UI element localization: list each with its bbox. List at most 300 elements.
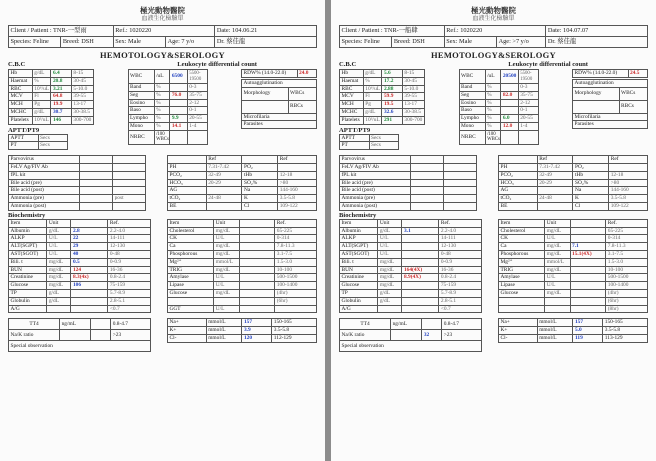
morph-microfilaria: Microfilaria (573, 113, 648, 121)
test-value: 14.1 (170, 122, 187, 130)
nak-value (91, 330, 111, 341)
bio-row (499, 289, 648, 297)
electro-ref: 112-129 (272, 334, 317, 342)
sero-row (340, 156, 477, 164)
test-ref: 14-111 (108, 235, 151, 243)
test-ref: 300-700 (71, 116, 93, 124)
test-name: RBC (340, 85, 364, 93)
test-value: 5.6 (382, 70, 402, 78)
electro-name: Na+ (168, 319, 207, 327)
bio-row (9, 274, 151, 282)
test-ref: 0-314 (275, 235, 317, 243)
gas-ref-head-2: Ref (609, 156, 648, 164)
bio-row (340, 266, 482, 274)
gas-row (499, 202, 648, 210)
test-unit: mg/dL (378, 266, 402, 274)
sero-note (113, 163, 146, 171)
bio-row (340, 258, 482, 266)
wbc-name: WBC (128, 70, 154, 84)
client-field: Client / Patient : TNR-一船肆 (340, 26, 445, 37)
nak-value: 32 (422, 330, 442, 341)
tt4-unit: ng/mL (60, 319, 91, 330)
test-ref: 3.1-7.5 (275, 250, 317, 258)
test-name: Lipase (168, 282, 214, 290)
gas-ref: 7.31-7.42 (206, 163, 242, 171)
test-ref: <0.7 (439, 305, 482, 313)
test-ref: 12-130 (108, 243, 151, 251)
test-name: Hb (9, 70, 33, 78)
rdw-table (572, 69, 648, 78)
tt4-ref: 0.8-4.7 (442, 319, 482, 330)
test-name: Globulin (9, 297, 47, 305)
test-unit: mg/dL (47, 266, 71, 274)
cbc-row (340, 70, 425, 78)
bio-row (9, 289, 151, 297)
test-name: ALKP (340, 235, 378, 243)
test-name: Phosphorous (499, 250, 545, 258)
electro-ref: 3.5-5.8 (603, 327, 648, 335)
test-ref: 30-38.5 (71, 108, 93, 116)
bio-row (340, 305, 482, 313)
test-unit: U/L (47, 243, 71, 251)
electrolyte-table (498, 318, 648, 342)
morph-parasites: Parasites (242, 121, 317, 129)
electro-name: Na+ (499, 319, 538, 327)
bio-row (340, 274, 482, 282)
test-name: Glucose (499, 289, 545, 297)
bio-row (340, 227, 482, 235)
test-unit: mg/dL (47, 274, 71, 282)
electro-row (499, 327, 648, 335)
gas-ref (537, 202, 573, 210)
sero-note (444, 195, 477, 203)
cbc-row (340, 116, 425, 124)
test-unit: % (154, 115, 170, 123)
section-heading: HEMOTOLOGY&SEROLOGY (99, 50, 226, 60)
test-ref: 2.2-4.0 (108, 227, 151, 235)
gas-param-2: Na (573, 187, 609, 195)
test-ref: 35-75 (518, 91, 538, 99)
test-name: Creatinine (9, 274, 47, 282)
test-unit: % (485, 122, 501, 130)
test-value: 19.9 (51, 101, 71, 109)
test-name: ALKP (9, 235, 47, 243)
test-unit: mg/dL (214, 266, 239, 274)
tt4-unit: ng/mL (391, 319, 422, 330)
test-unit: mg/dL (214, 250, 239, 258)
test-ref: 5.7-8.9 (439, 289, 482, 297)
electro-value: 157 (573, 319, 603, 327)
sero-name: fPL kit (9, 171, 80, 179)
test-name: Platelets (340, 116, 364, 124)
test-unit: mg/dL (214, 289, 239, 297)
bio-row (168, 282, 317, 290)
test-unit: mg/dL (378, 282, 402, 290)
section-heading: HEMOTOLOGY&SEROLOGY (430, 50, 557, 60)
test-ref: 10-100 (606, 266, 648, 274)
wbc-value: 6500 (170, 70, 187, 84)
gas-ref (206, 187, 242, 195)
test-name: Phosphorous (168, 250, 214, 258)
test-value (402, 250, 439, 258)
rdw-value: 24.0 (297, 70, 317, 78)
test-unit: % (154, 99, 170, 107)
bio-row (168, 235, 317, 243)
age-field: Age: >7 y/o (497, 37, 546, 48)
test-ref: 0-48 (439, 250, 482, 258)
aptt-table (8, 134, 68, 151)
cbc-row (9, 70, 94, 78)
age-field: Age: 7 y/o (166, 37, 215, 48)
test-value: 0.5 (71, 258, 108, 266)
test-name (499, 297, 545, 305)
sero-name: Ammonia (post) (9, 202, 80, 210)
test-name: ALT(SGPT) (340, 243, 378, 251)
bio-row (168, 243, 317, 251)
test-value (402, 282, 439, 290)
test-value (239, 274, 275, 282)
test-unit: % (485, 99, 501, 107)
test-value: 20.8 (51, 77, 71, 85)
leuko-row (459, 84, 538, 92)
test-unit: Pg (32, 101, 51, 109)
gas-ref-2: 144-160 (609, 187, 648, 195)
bio-row (340, 250, 482, 258)
electro-unit: mmol/L (206, 319, 242, 327)
nak-name: Na/K ratio (9, 330, 60, 341)
electro-ref: 150-165 (603, 319, 648, 327)
special-observation: Special observation (9, 341, 151, 352)
test-unit: % (485, 115, 501, 123)
sero-value (80, 179, 113, 187)
biochem-table-left (8, 219, 151, 314)
gas-ref (537, 187, 573, 195)
test-name: Baso (128, 107, 154, 115)
test-ref: 0-48 (108, 250, 151, 258)
test-unit: 10⁶/uL (365, 85, 381, 92)
test-ref: 16-36 (108, 266, 151, 274)
test-unit: mg/dL (214, 227, 239, 235)
test-name: Glucose (168, 289, 214, 297)
bio-row (168, 250, 317, 258)
nak-ref: >23 (111, 330, 151, 341)
bio-row (168, 227, 317, 235)
client-field: Client / Patient : TNR-一型雨 (9, 26, 114, 37)
gas-ref: 7.31-7.42 (537, 163, 573, 171)
wbc-value: 20500 (501, 70, 518, 84)
sero-value (411, 156, 444, 164)
sero-name: Bile acid (pre) (9, 179, 80, 187)
test-ref: 12-130 (439, 243, 482, 251)
test-unit: % (154, 107, 170, 115)
leuko-row (128, 99, 207, 107)
gas-ref: 20-29 (206, 179, 242, 187)
tt4-table (8, 318, 151, 352)
gas-param: tCO₂ (168, 195, 207, 203)
test-value (71, 289, 108, 297)
test-value: 32.6 (382, 108, 402, 116)
test-value (570, 266, 606, 274)
test-name: CK (499, 235, 545, 243)
bio-row (499, 266, 648, 274)
leuko-row (459, 107, 538, 115)
test-name: CK (168, 235, 214, 243)
test-unit: mg/dL (545, 289, 570, 297)
sero-value (411, 163, 444, 171)
hospital-name: 極光動物醫院 (140, 6, 185, 15)
leuko-row (128, 107, 207, 115)
test-unit: % (154, 122, 170, 130)
sero-name: fPL kit (340, 171, 411, 179)
test-name: BUN (340, 266, 378, 274)
test-value (570, 258, 606, 266)
test-ref: 0-1 (518, 107, 538, 115)
test-unit (545, 297, 570, 305)
test-unit: mg/dL (378, 258, 402, 266)
test-value (239, 235, 275, 243)
bio-row (168, 274, 317, 282)
test-value: 106 (71, 282, 108, 290)
test-ref: 2.2-4.0 (439, 227, 482, 235)
test-unit: g/dL (47, 297, 71, 305)
test-value (239, 297, 275, 305)
bio-row (340, 235, 482, 243)
electro-name: Cl- (499, 334, 538, 342)
electro-row (168, 334, 317, 342)
sero-name: Parvovirus (340, 156, 411, 164)
test-value (71, 305, 108, 313)
test-value (570, 235, 606, 243)
test-value (501, 107, 518, 115)
sero-value (411, 179, 444, 187)
test-unit: g/dL (378, 297, 402, 305)
test-unit: mg/dL (378, 274, 402, 282)
test-ref: (6hr) (275, 297, 317, 305)
test-ref: 2-12 (518, 99, 538, 107)
gas-param: PH (168, 163, 207, 171)
wbc-ref-1: 5500- (520, 70, 532, 76)
morph-morphology: Morphology (242, 87, 289, 100)
bio-row (340, 282, 482, 290)
gas-ref-2: 3.5-5.8 (609, 195, 648, 203)
test-ref: 20-55 (518, 115, 538, 123)
leuko-row (459, 122, 538, 130)
electro-name: Cl- (168, 334, 207, 342)
gas-ref: 24-48 (206, 195, 242, 203)
test-ref: 0.8-2.4 (108, 274, 151, 282)
tt4-name: TT4 (340, 319, 391, 330)
bio-row (168, 305, 317, 313)
leuko-row (128, 91, 207, 99)
cbc-table (8, 69, 94, 125)
cbc-row (340, 108, 425, 116)
test-value: 30.7 (51, 108, 71, 116)
bio-row (168, 297, 317, 305)
tt4-ref: 0.8-4.7 (111, 319, 151, 330)
bio-row (499, 305, 648, 313)
electro-row (499, 319, 648, 327)
test-value (239, 243, 275, 251)
gas-ref: 24-48 (537, 195, 573, 203)
test-ref: 5.7-8.9 (108, 289, 151, 297)
bio-row (9, 282, 151, 290)
bio-row (9, 305, 151, 313)
bio-item-head: Item (9, 219, 47, 227)
test-ref: 2.8-5.1 (108, 297, 151, 305)
sero-row (9, 179, 146, 187)
sero-value (80, 171, 113, 179)
test-unit: U/L (214, 282, 239, 290)
date-field: Date: 104.06.21 (215, 26, 317, 37)
nrbc-unit-2: WBCs (156, 137, 169, 143)
sero-name: FeLV Ag/FIV Ab (9, 163, 80, 171)
test-name: MCHC (340, 108, 364, 116)
test-value: 15.1(4X) (570, 250, 606, 258)
leuko-label: Leukocyte differential count (177, 61, 257, 68)
test-name: Creatinine (340, 274, 378, 282)
biochemistry-label: Biochemistry (8, 211, 46, 219)
bio-row (9, 227, 151, 235)
test-value: 2.88 (382, 85, 402, 93)
sero-value (80, 202, 113, 210)
test-name: A/G (9, 305, 47, 313)
blood-gas-table (167, 155, 317, 211)
test-name: TP (9, 289, 47, 297)
date-field: Date: 104.07.07 (546, 26, 648, 37)
patient-info-table (8, 25, 317, 37)
blood-gas-table (498, 155, 648, 211)
test-ref: 75-159 (439, 282, 482, 290)
test-value (71, 297, 108, 305)
gas-param: HCO₃ (168, 179, 207, 187)
test-unit: g/dL (32, 70, 51, 78)
test-ref: (4hr) (275, 289, 317, 297)
gas-row (168, 171, 317, 179)
bio-row (499, 235, 648, 243)
wbc-ref (187, 70, 207, 84)
bio-row (9, 243, 151, 251)
test-unit: % (485, 107, 501, 115)
test-ref: 7.8-11.3 (606, 243, 648, 251)
serology-table (8, 155, 146, 211)
leuko-row (459, 91, 538, 99)
test-value (402, 235, 439, 243)
test-ref: 0-314 (606, 235, 648, 243)
bio-unit-head: Unit (378, 219, 402, 227)
aptt-unit: Secs (369, 142, 399, 150)
morphology-table (241, 79, 317, 129)
test-ref: 3.1-7.5 (606, 250, 648, 258)
test-ref: 8-15 (71, 70, 93, 78)
biochem-table-left (339, 219, 482, 314)
morph-wbcs: WBCs (288, 87, 317, 100)
test-unit: % (154, 84, 170, 92)
tt4-table (339, 318, 482, 352)
test-ref: 5-10.0 (71, 85, 93, 93)
test-unit: g/dL (363, 70, 382, 78)
test-value (501, 99, 518, 107)
tt4-name: TT4 (9, 319, 60, 330)
leuko-label: Leukocyte differential count (508, 61, 588, 68)
test-value (570, 305, 606, 313)
test-unit: U/L (545, 282, 570, 290)
sero-name: Bile acid (post) (9, 187, 80, 195)
test-unit: % (154, 91, 170, 99)
test-unit: mg/dL (214, 243, 239, 251)
morphology-table (572, 79, 648, 129)
aptt-unit: Secs (38, 142, 68, 150)
gas-row (499, 171, 648, 179)
test-ref: 1-4 (518, 122, 538, 130)
test-value: 146 (51, 116, 71, 124)
bio-row (9, 250, 151, 258)
test-ref: 1-4 (187, 122, 207, 130)
aptt-row (9, 134, 68, 142)
gas-ref-2: 3.5-5.8 (278, 195, 317, 203)
gas-param: BE (499, 202, 538, 210)
gas-param: PCO₂ (168, 171, 207, 179)
morph-microfilaria: Microfilaria (242, 113, 317, 121)
electro-value: 3.9 (242, 327, 272, 335)
test-unit: Pg (363, 101, 382, 109)
gas-row (168, 179, 317, 187)
cbc-row (340, 85, 425, 93)
sex-field: Sex: Male (113, 37, 165, 48)
bio-row (168, 266, 317, 274)
rdw-label: RDW% (14.0-22.0) (242, 70, 298, 78)
morph-autoagglutination: Autoagglutination (242, 79, 317, 87)
sero-note (444, 179, 477, 187)
gas-ref-2 (609, 163, 648, 171)
breed-field: Breed: DSH (392, 37, 444, 48)
test-name: Cholesterol (499, 227, 545, 235)
wbc-ref-2: 19500 (189, 76, 202, 82)
test-ref: 30-45 (402, 77, 424, 85)
sero-name: Bile acid (post) (340, 187, 411, 195)
test-name: TRIG (499, 266, 545, 274)
sero-name: Parvovirus (9, 156, 80, 164)
test-value: 2.8 (71, 227, 108, 235)
sero-value (80, 187, 113, 195)
cbc-row (9, 116, 94, 124)
nrbc-name: NRBC (459, 130, 485, 144)
sero-row (340, 187, 477, 195)
sero-name: Ammonia (pre) (340, 195, 411, 203)
gas-param-2: Cl (242, 202, 278, 210)
test-ref: 30-38.5 (402, 108, 424, 116)
biochemistry-label: Biochemistry (339, 211, 377, 219)
gas-ref: 20-29 (537, 179, 573, 187)
aptt-row (340, 134, 399, 142)
test-name: Platelets (9, 116, 33, 124)
test-name: Seg (128, 91, 154, 99)
test-ref: 8-15 (402, 70, 424, 78)
test-ref: 0-1 (187, 107, 207, 115)
electro-name: K+ (168, 327, 207, 335)
gas-param: AG (499, 187, 538, 195)
test-value (570, 289, 606, 297)
test-value (570, 282, 606, 290)
gas-param: tCO₂ (499, 195, 538, 203)
test-name: MCH (9, 101, 33, 109)
test-ref: 65-225 (275, 227, 317, 235)
electro-ref: 113-129 (603, 334, 648, 342)
special-observation: Special observation (340, 341, 482, 352)
test-ref: (6hr) (606, 297, 648, 305)
test-unit: % (485, 84, 501, 92)
test-unit: U/L (47, 250, 71, 258)
test-unit: % (363, 77, 382, 85)
